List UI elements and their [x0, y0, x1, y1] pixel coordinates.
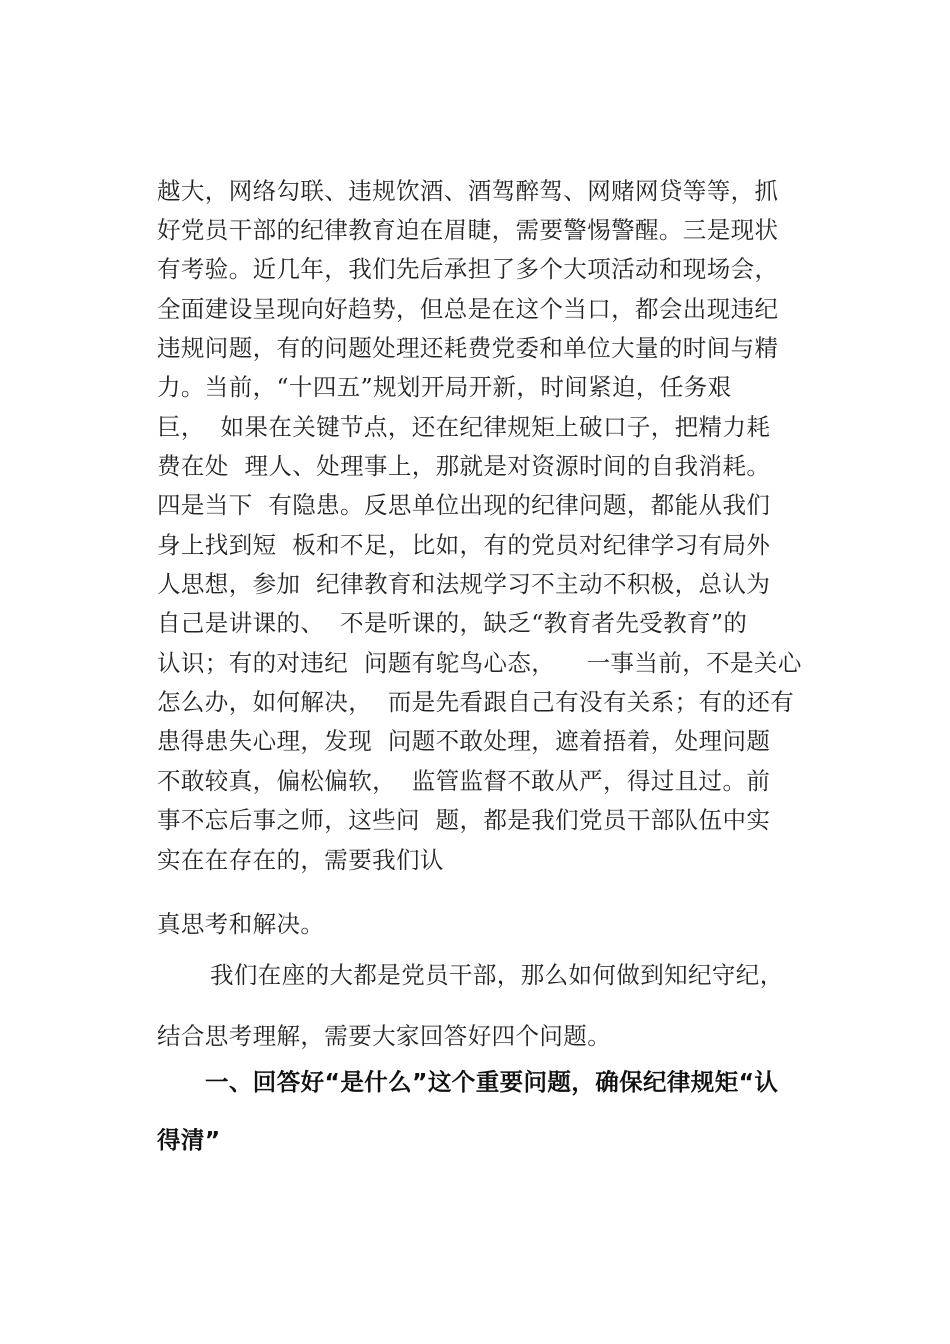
body-text-line: 越大，网络勾联、违规饮酒、酒驾醉驾、网赌网贷等等，抓: [157, 177, 779, 205]
body-text-line: 巨， 如果在关键节点，还在纪律规矩上破口子，把精力耗: [157, 413, 771, 441]
body-text-line: 认识；有的对违纪 问题有鸵鸟心态， 一事当前，不是关心: [157, 649, 802, 677]
body-text-line: 四是当下 有隐患。反思单位出现的纪律问题，都能从我们: [157, 491, 771, 519]
body-text-line: 事不忘后事之师，这些问 题，都是我们党员干部队伍中实: [157, 806, 771, 834]
body-text-line: 自己是讲课的、 不是听课的，缺乏“教育者先受教育”的: [157, 609, 748, 637]
body-text-line: 真思考和解决。: [157, 910, 325, 938]
body-text-line: 怎么办，如何解决， 而是先看跟自己有没有关系；有的还有: [157, 688, 795, 716]
body-text-line: 费在处 理人、处理事上，那就是对资源时间的自我消耗。: [157, 452, 771, 480]
body-text-line: 好党员干部的纪律教育迫在眉睫，需要警惕警醒。三是现状: [157, 216, 779, 244]
body-text-line: 身上找到短 板和不足，比如，有的党员对纪律学习有局外: [157, 531, 771, 559]
body-text-line: 不敢较真，偏松偏软， 监管监督不敢从严，得过且过。前: [157, 767, 771, 795]
body-text-line: 违规问题，有的问题处理还耗费党委和单位大量的时间与精: [157, 334, 779, 362]
body-text-line: 人思想，参加 纪律教育和法规学习不主动不积极，总认为: [157, 570, 771, 598]
body-text-line: 结合思考理解，需要大家回答好四个问题。: [157, 1022, 612, 1050]
section-heading-continuation: 得清”: [157, 1126, 221, 1154]
body-text-line: 全面建设呈现向好趋势，但总是在这个当口，都会出现违纪: [157, 295, 779, 323]
body-text-line: 患得患失心理，发现 问题不敢处理，遮着捂着，处理问题: [157, 727, 771, 755]
body-text-line: 有考验。近几年，我们先后承担了多个大项活动和现场会，: [157, 255, 779, 283]
paragraph-first-line: 我们在座的大都是党员干部，那么如何做到知纪守纪，: [210, 961, 784, 989]
body-text-line: 实在在存在的，需要我们认: [157, 846, 444, 874]
section-heading: 一、回答好“是什么”这个重要问题，确保纪律规矩“认: [205, 1068, 779, 1096]
body-text-line: 力。当前，“十四五”规划开局开新，时间紧迫，任务艰: [157, 373, 732, 401]
